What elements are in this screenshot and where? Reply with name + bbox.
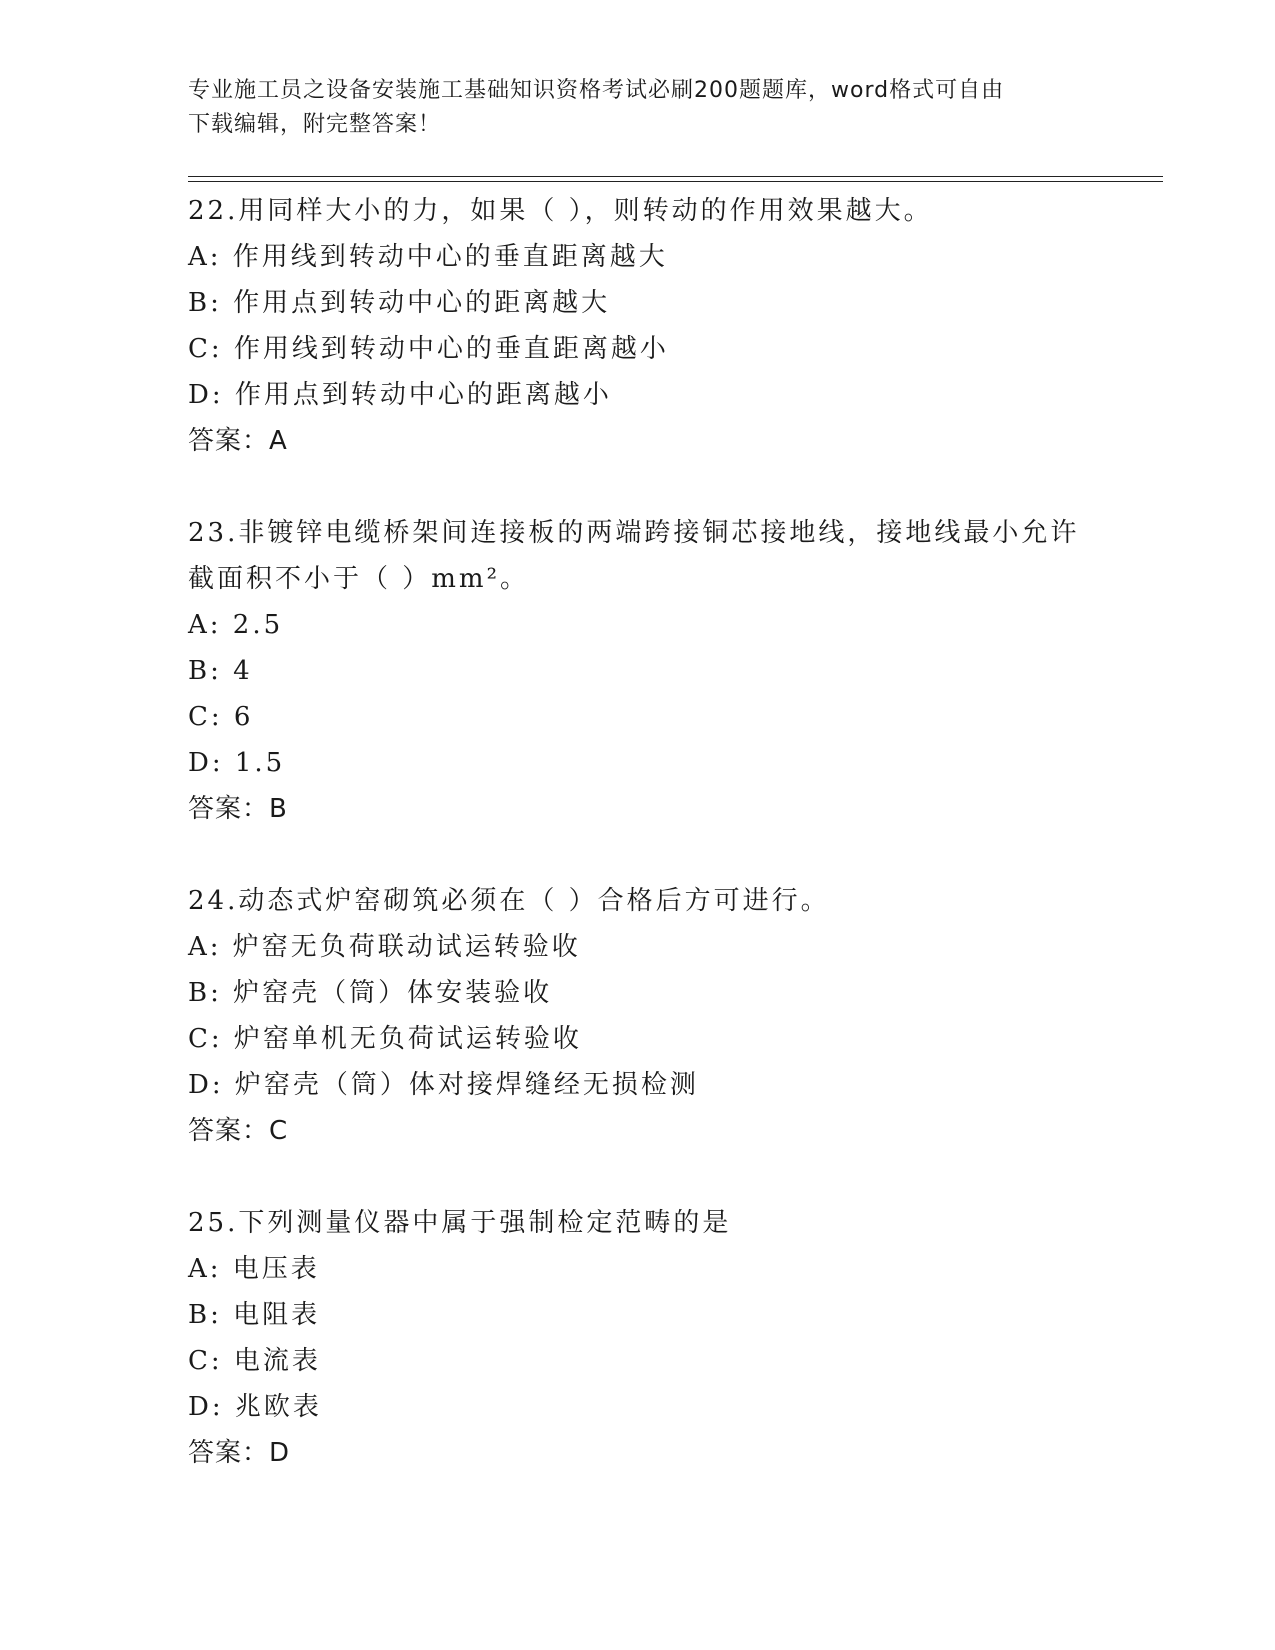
question-list: [188, 188, 1088, 1522]
header-line-1: 专业施工员之设备安装施工基础知识资格考试必刷200题题库，word格式可自由: [188, 78, 1005, 103]
question-stem: 23.非镀锌电缆桥架间连接板的两端跨接铜芯接地线，接地线最小允许: [188, 518, 1080, 548]
question-stem: 24.动态式炉窑砌筑必须在（ ）合格后方可进行。: [188, 886, 830, 916]
header-divider-top: [188, 176, 1163, 177]
option-b: B: 作用点到转动中心的距离越大: [188, 288, 611, 318]
option-b: B: 电阻表: [188, 1300, 321, 1330]
answer-line: 答案：B: [188, 794, 288, 824]
option-b: B: 炉窑壳（筒）体安装验收: [188, 978, 553, 1008]
option-c: C: 作用线到转动中心的垂直距离越小: [188, 334, 669, 364]
question-24: [188, 878, 1088, 1154]
question-22: [188, 188, 1088, 464]
option-a: A: 电压表: [188, 1254, 320, 1284]
option-a: A: 炉窑无负荷联动试运转验收: [188, 932, 581, 962]
option-c: C: 炉窑单机无负荷试运转验收: [188, 1024, 582, 1054]
option-d: D: 兆欧表: [188, 1392, 322, 1422]
question-stem: 22.用同样大小的力，如果（ ），则转动的作用效果越大。: [188, 196, 933, 226]
header-line-2: 下载编辑，附完整答案！: [188, 112, 442, 137]
question-stem: 25.下列测量仪器中属于强制检定范畴的是: [188, 1208, 732, 1238]
answer-line: 答案：A: [188, 426, 288, 456]
option-b: B: 4: [188, 656, 253, 686]
document-header: [188, 74, 1068, 142]
option-a: A: 2.5: [188, 610, 284, 640]
question-23: [188, 510, 1088, 832]
question-25: [188, 1200, 1088, 1476]
question-stem-continued: 截面积不小于（ ）mm²。: [188, 564, 529, 594]
answer-line: 答案：D: [188, 1438, 291, 1468]
header-divider-bottom: [188, 181, 1163, 182]
option-c: C: 电流表: [188, 1346, 321, 1376]
option-d: D: 作用点到转动中心的距离越小: [188, 380, 612, 410]
option-a: A: 作用线到转动中心的垂直距离越大: [188, 242, 668, 272]
answer-line: 答案：C: [188, 1116, 289, 1146]
option-c: C: 6: [188, 702, 254, 732]
option-d: D: 1.5: [188, 748, 286, 778]
option-d: D: 炉窑壳（筒）体对接焊缝经无损检测: [188, 1070, 699, 1100]
